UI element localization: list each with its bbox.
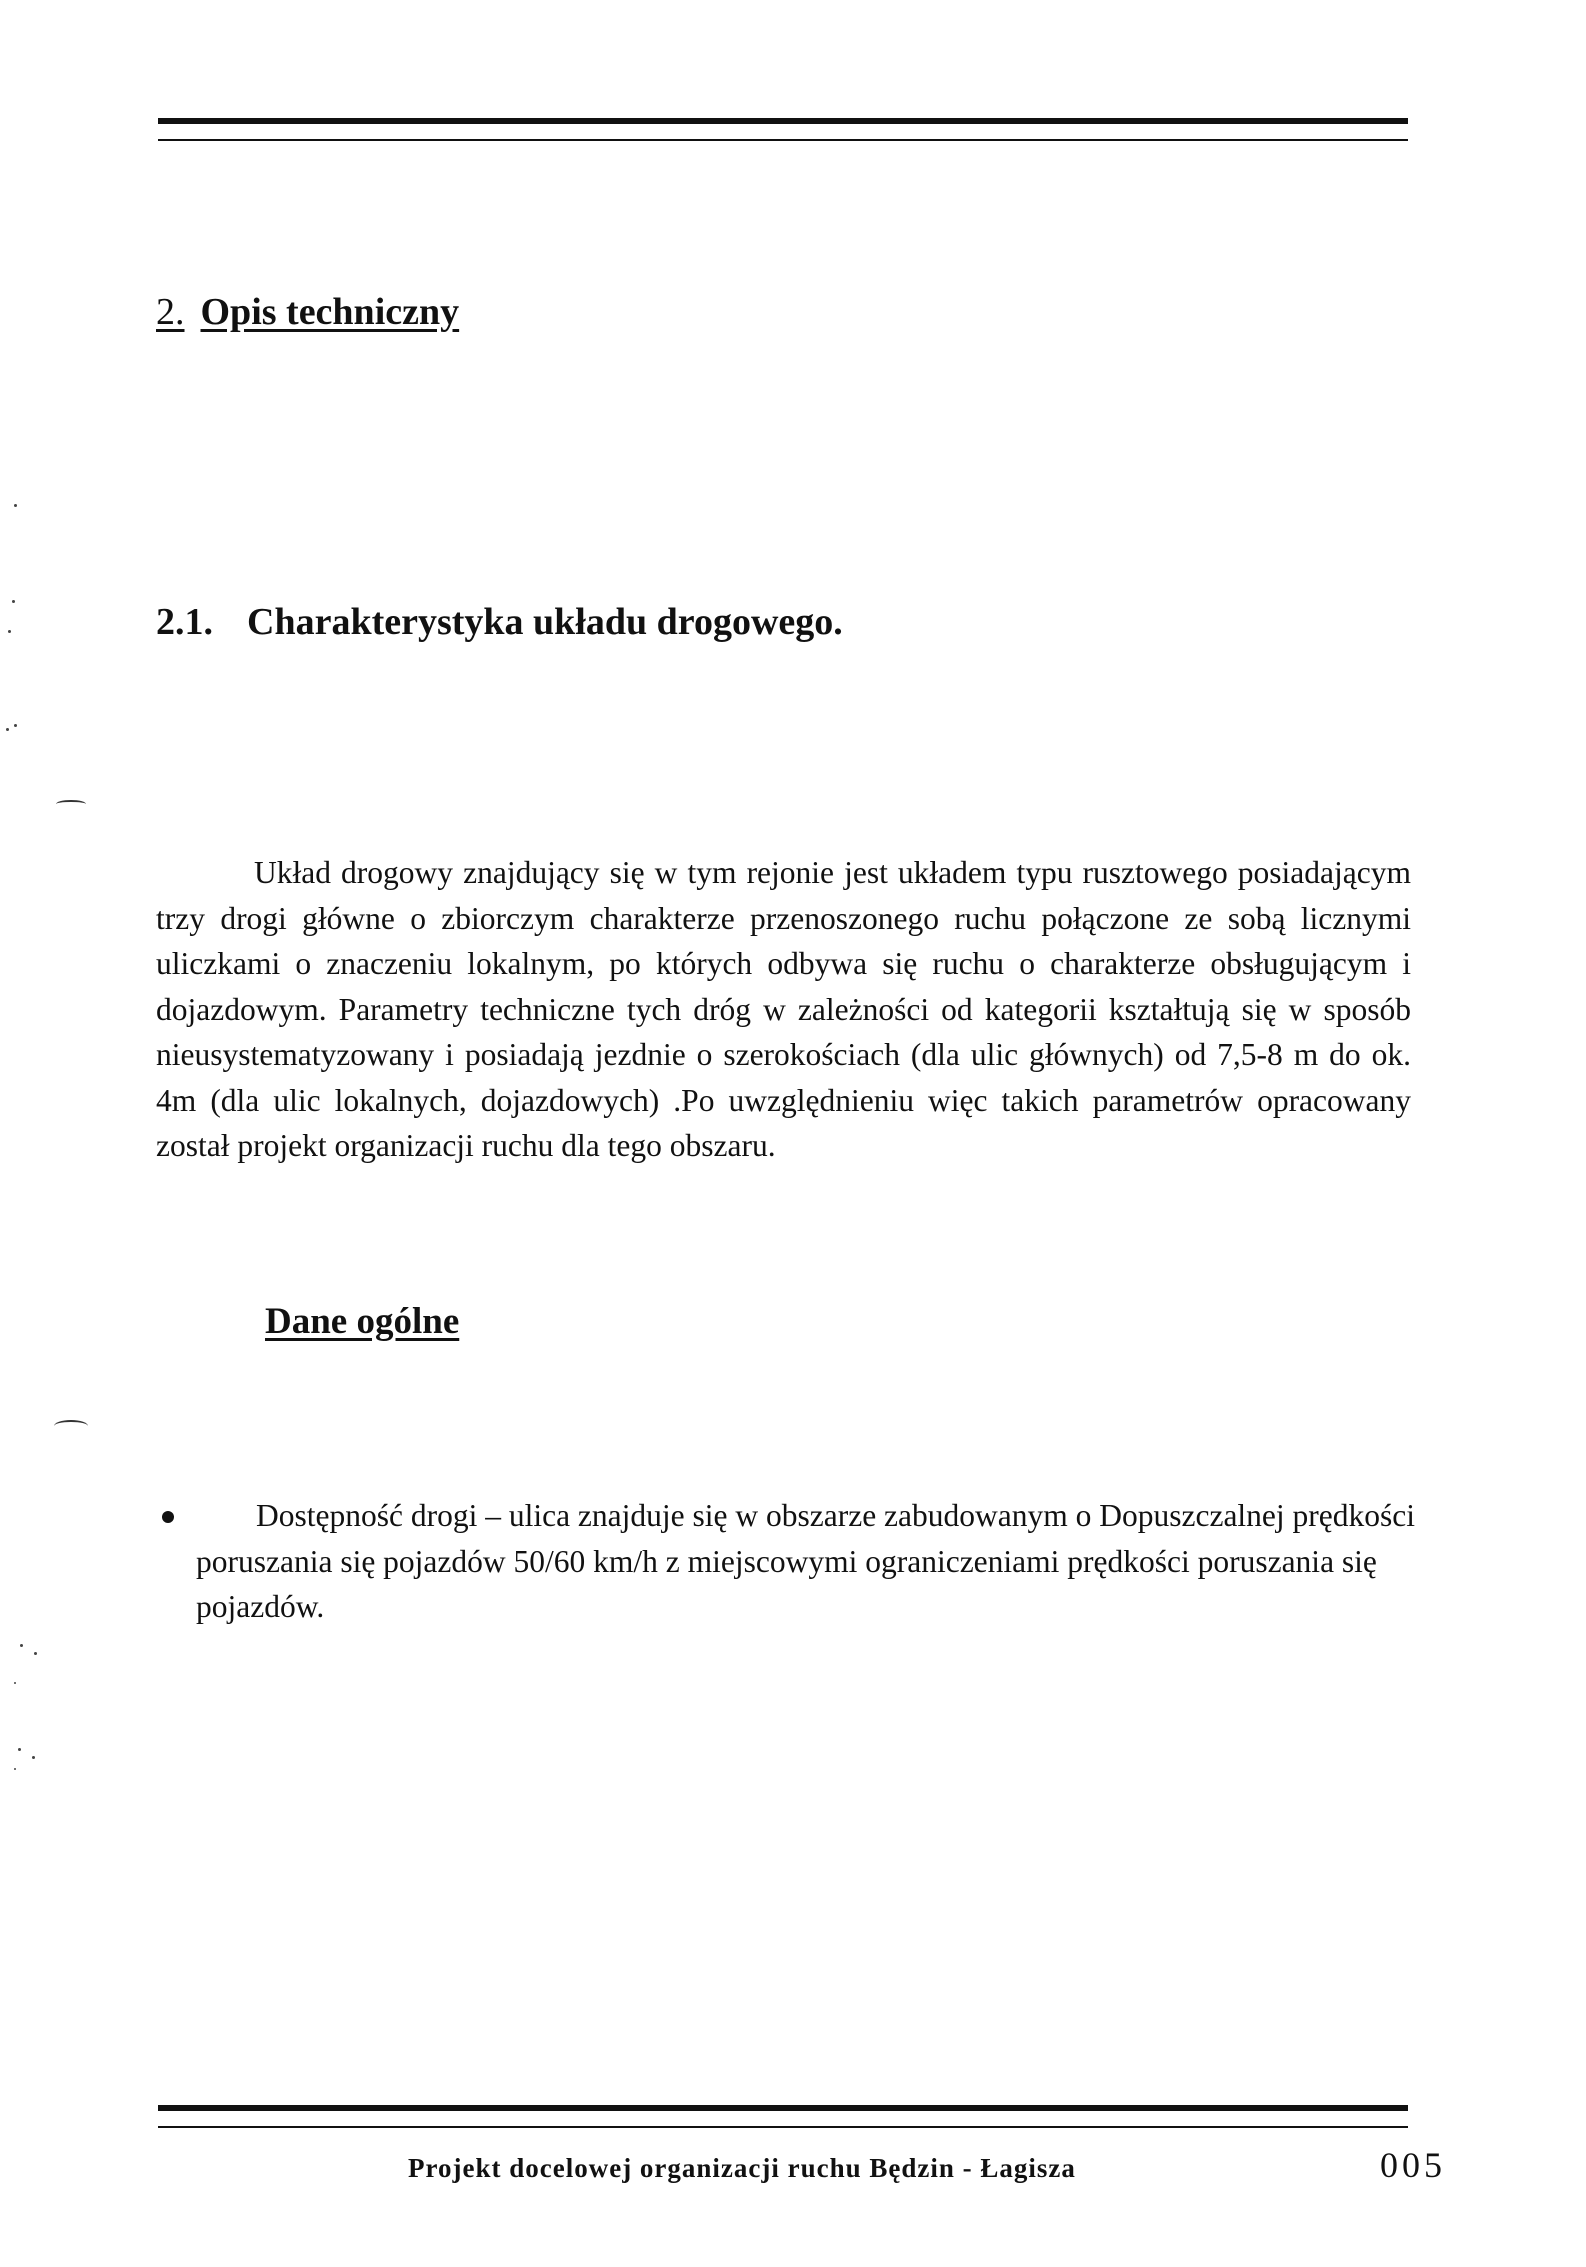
scan-stroke — [54, 1420, 88, 1432]
scan-speck — [8, 630, 11, 633]
general-data-heading: Dane ogólne — [265, 1301, 460, 1342]
scan-speck — [34, 1652, 37, 1655]
body-paragraph: Układ drogowy znajdujący się w tym rejonie jest układem typu rusztowego posiadającym trzy drogi główne o zbiorczym charakterze przenoszonego ruchu połączone ze sobą licznymi uliczkami o znaczeniu lokalnym, po których odbywa się ruchu o charakterze obsługującym i dojazdowym. Parametry techniczne tych dróg w zależności od kategorii kształtują się w sposób nieusystematyzowany i posiadają jezdnie o szerokościach (dla ulic głównych) od 7,5-8 m do ok. 4m (dla ulic lokalnych, dojazdowych) .Po uwzględnieniu więc takich parametrów opracowany został projekt organizacji ruchu dla tego obszaru. — [156, 855, 1411, 1163]
header-rule-thin — [158, 139, 1408, 141]
footer-rule-thick — [158, 2105, 1408, 2111]
scan-speck — [20, 1644, 23, 1647]
scan-speck — [14, 1768, 16, 1770]
page-number: 005 — [1380, 2145, 1446, 2185]
subsection-number: 2.1. — [156, 601, 213, 643]
scan-stroke — [56, 800, 86, 808]
section-number: 2. — [156, 291, 185, 333]
scan-speck — [6, 728, 9, 731]
scan-speck — [32, 1756, 35, 1759]
list-item-text: Dostępność drogi – ulica znajduje się w obszarze zabudowanym o Dopuszczalnej prędkości poruszania się pojazdów 50/60 km/h z miejscowymi ograniczeniami prędkości poruszania się pojazdów. — [196, 1498, 1415, 1624]
scan-speck — [12, 600, 15, 603]
footer-title: Projekt docelowej organizacji ruchu Będzin - Łagisza — [408, 2153, 1076, 2183]
scan-speck — [14, 1682, 16, 1684]
header-rule-thick — [158, 118, 1408, 124]
bullet-icon — [162, 1511, 174, 1523]
section-title — [156, 290, 459, 334]
footer-rule-thin — [158, 2126, 1408, 2128]
list-item — [158, 1493, 1418, 1630]
scan-speck — [14, 504, 17, 507]
scan-speck — [18, 1748, 21, 1751]
subsection-title-text: Charakterystyka układu drogowego. — [247, 601, 843, 643]
subsection-title — [156, 600, 843, 644]
section-title-text: Opis techniczny — [200, 291, 460, 333]
scan-speck — [14, 724, 17, 727]
